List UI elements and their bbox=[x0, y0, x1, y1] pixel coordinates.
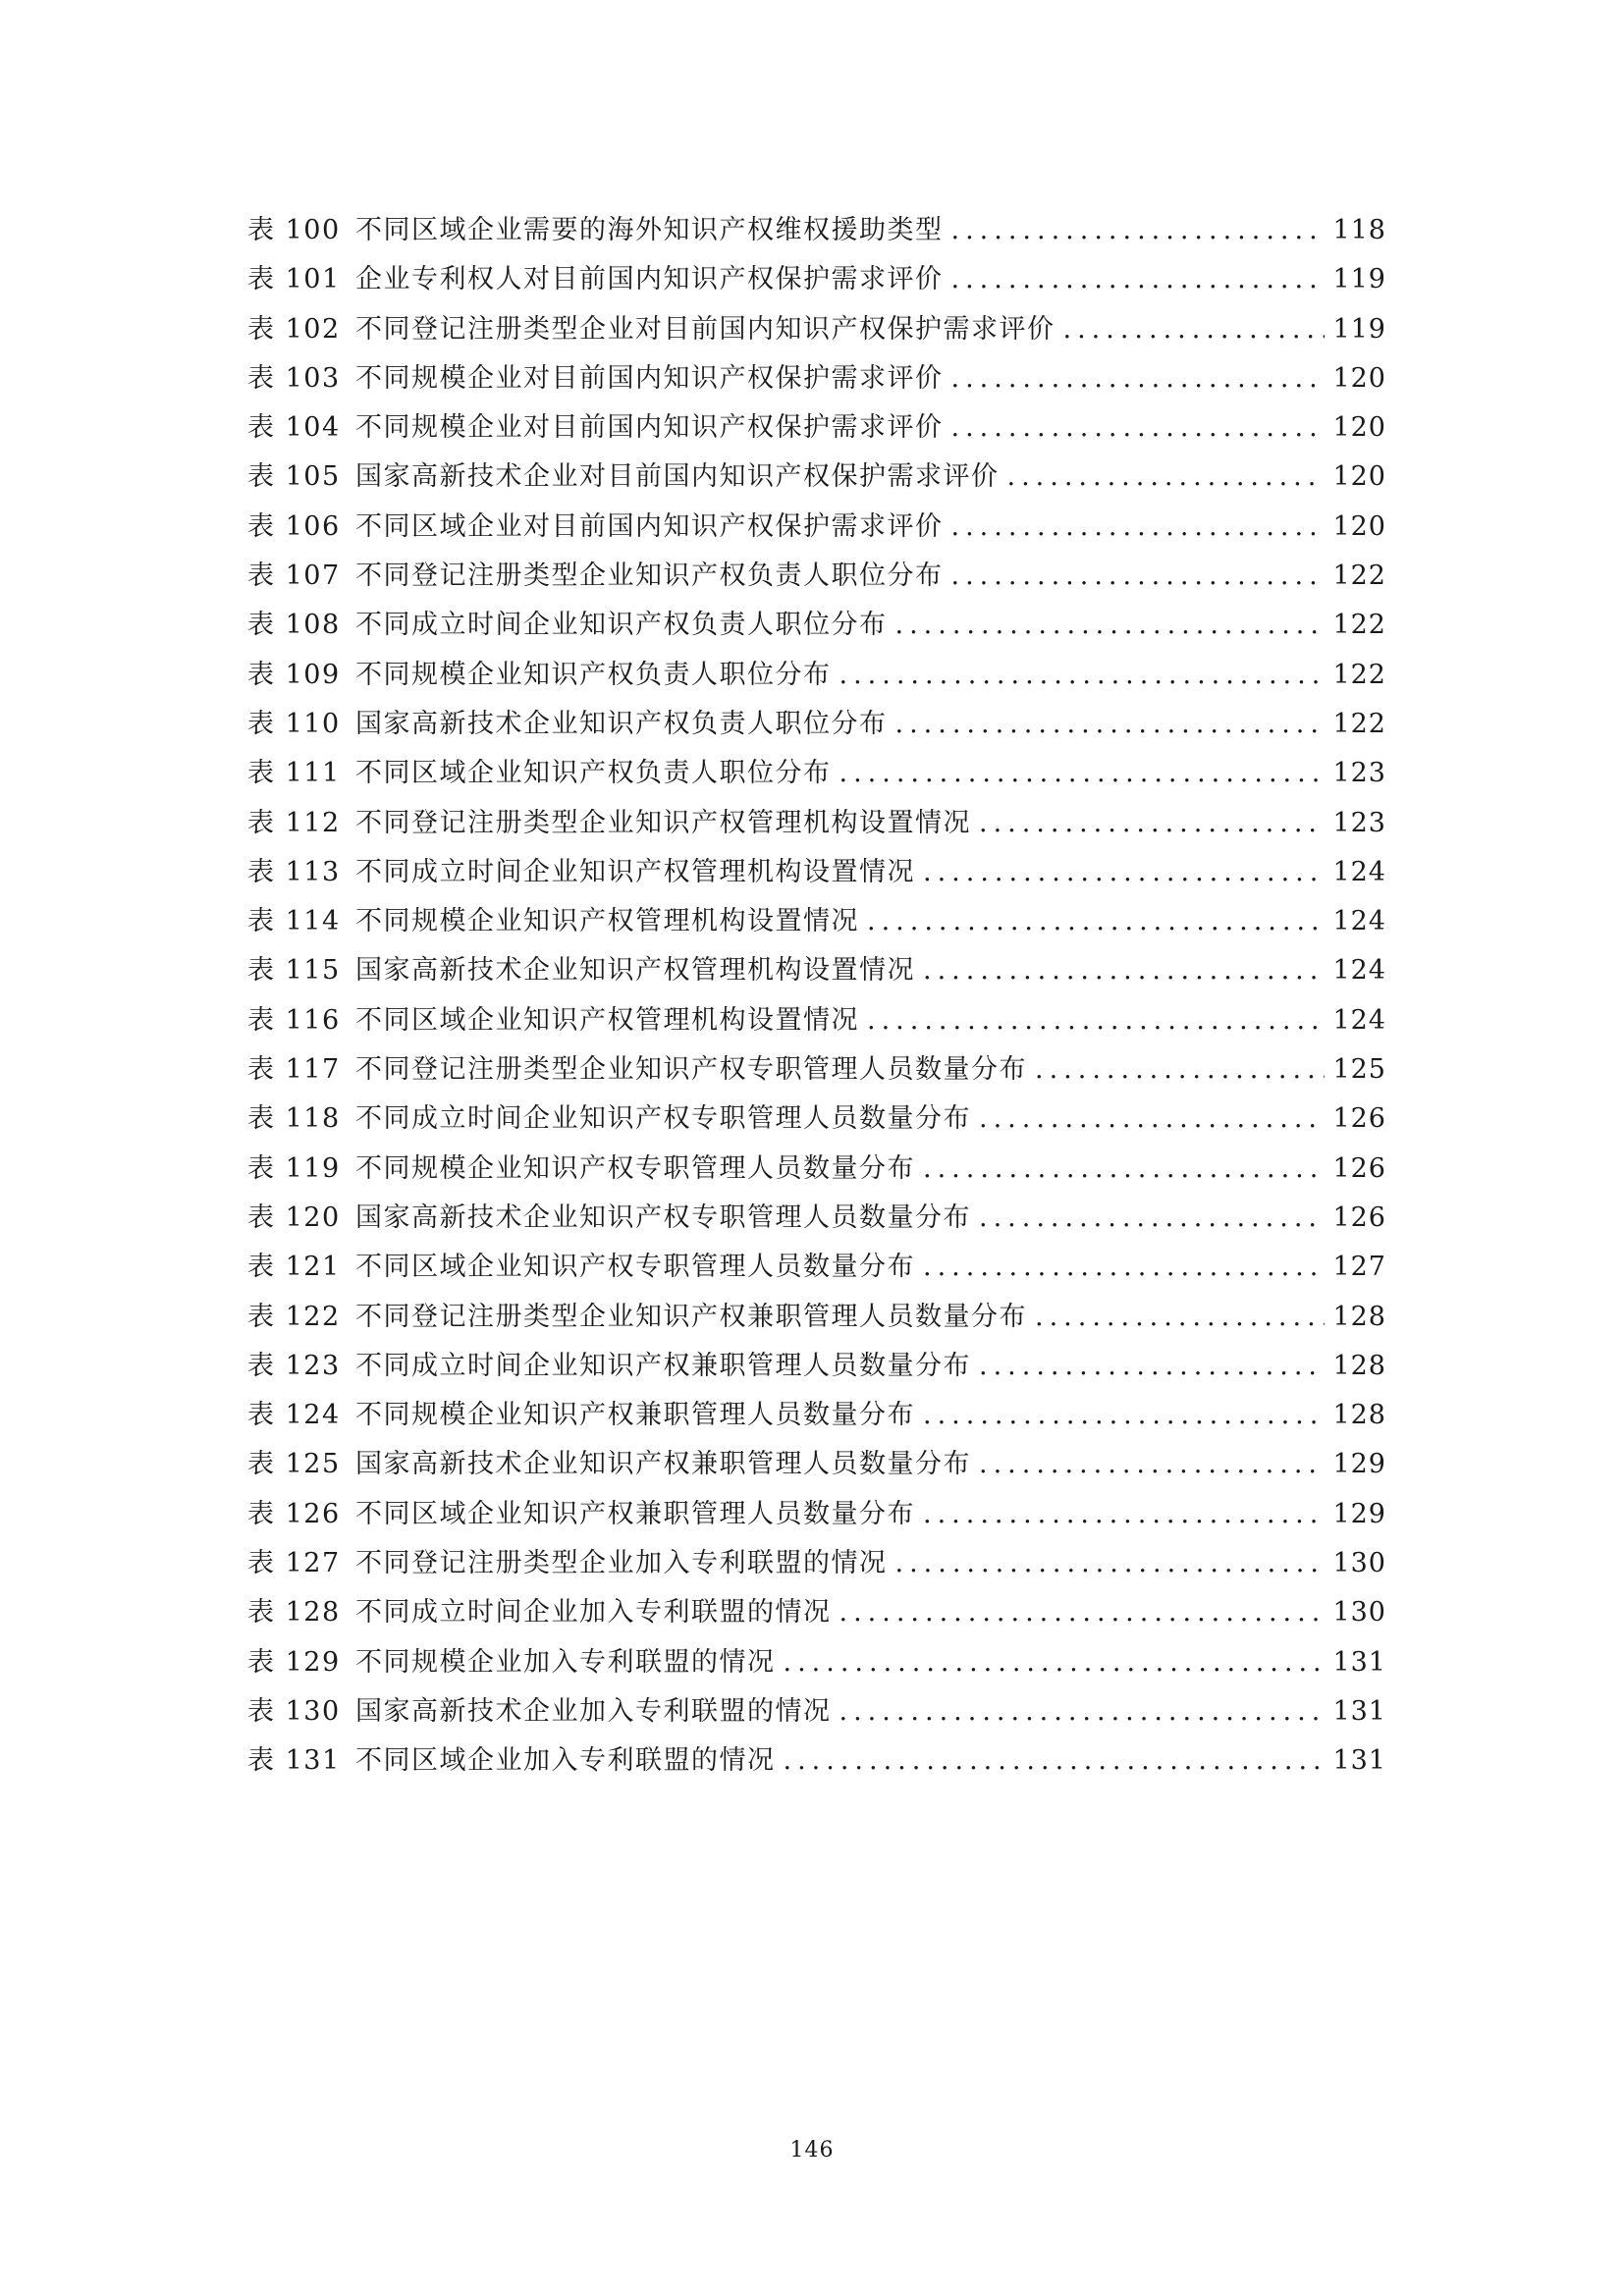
toc-entry-page: 122 bbox=[1332, 659, 1386, 690]
toc-entry-page: 126 bbox=[1332, 1152, 1386, 1184]
toc-dot-leader bbox=[951, 552, 1326, 601]
toc-dot-leader bbox=[839, 1588, 1326, 1637]
toc-entry-label: 表 127 bbox=[247, 1548, 341, 1579]
toc-entry[interactable] bbox=[247, 1638, 1386, 1687]
toc-entry-label: 表 114 bbox=[247, 906, 341, 937]
toc-entry[interactable] bbox=[247, 1391, 1386, 1440]
toc-entry[interactable] bbox=[247, 799, 1386, 848]
toc-entry[interactable] bbox=[247, 946, 1386, 995]
toc-entry-label: 表 126 bbox=[247, 1498, 341, 1529]
toc-entry-label: 表 123 bbox=[247, 1350, 341, 1381]
toc-entry-page: 131 bbox=[1332, 1646, 1386, 1678]
toc-entry-title: 国家高新技术企业知识产权专职管理人员数量分布 bbox=[355, 1201, 971, 1233]
toc-entry-title: 不同规模企业对目前国内知识产权保护需求评价 bbox=[355, 362, 944, 394]
toc-entry-page: 122 bbox=[1332, 561, 1386, 592]
toc-entry[interactable] bbox=[247, 1736, 1386, 1786]
toc-dot-leader bbox=[923, 1391, 1325, 1440]
toc-entry-label: 表 111 bbox=[247, 758, 341, 789]
toc-entry-page: 120 bbox=[1332, 461, 1386, 493]
toc-entry-label: 表 122 bbox=[247, 1301, 341, 1332]
toc-entry-page: 120 bbox=[1332, 362, 1386, 394]
toc-dot-leader bbox=[895, 601, 1326, 650]
toc-dot-leader bbox=[895, 1539, 1326, 1588]
toc-entry-page: 119 bbox=[1332, 313, 1386, 345]
toc-entry-page: 124 bbox=[1332, 856, 1386, 887]
toc-entry-page: 120 bbox=[1332, 412, 1386, 444]
toc-entry-label: 表 112 bbox=[247, 807, 341, 838]
table-of-contents bbox=[247, 206, 1386, 1787]
toc-dot-leader bbox=[784, 1736, 1326, 1786]
toc-entry-title: 不同成立时间企业知识产权管理机构设置情况 bbox=[355, 856, 915, 887]
toc-entry-page: 123 bbox=[1332, 807, 1386, 838]
toc-entry-title: 企业专利权人对目前国内知识产权保护需求评价 bbox=[355, 264, 944, 295]
toc-entry-title: 不同区域企业知识产权负责人职位分布 bbox=[355, 758, 832, 789]
toc-entry-label: 表 117 bbox=[247, 1054, 341, 1086]
toc-entry-title: 不同登记注册类型企业知识产权管理机构设置情况 bbox=[355, 807, 971, 838]
toc-entry-label: 表 131 bbox=[247, 1745, 341, 1777]
toc-entry-page: 130 bbox=[1332, 1548, 1386, 1579]
toc-entry[interactable] bbox=[247, 897, 1386, 946]
toc-entry[interactable] bbox=[247, 601, 1386, 650]
toc-entry-title: 不同登记注册类型企业知识产权负责人职位分布 bbox=[355, 561, 944, 592]
toc-entry-title: 不同登记注册类型企业对目前国内知识产权保护需求评价 bbox=[355, 313, 1056, 345]
toc-entry-page: 129 bbox=[1332, 1449, 1386, 1480]
toc-entry-page: 118 bbox=[1332, 215, 1386, 245]
toc-entry-label: 表 125 bbox=[247, 1449, 341, 1480]
toc-entry-label: 表 106 bbox=[247, 510, 341, 542]
toc-dot-leader bbox=[923, 1490, 1325, 1539]
toc-entry-label: 表 101 bbox=[247, 264, 341, 295]
toc-entry-title: 不同规模企业加入专利联盟的情况 bbox=[355, 1646, 776, 1678]
toc-entry[interactable] bbox=[247, 1490, 1386, 1539]
toc-entry[interactable] bbox=[247, 1440, 1386, 1489]
toc-entry-label: 表 113 bbox=[247, 856, 341, 887]
toc-dot-leader bbox=[1063, 305, 1326, 354]
toc-entry-title: 不同成立时间企业知识产权专职管理人员数量分布 bbox=[355, 1103, 971, 1135]
toc-entry-page: 119 bbox=[1332, 264, 1386, 295]
toc-dot-leader bbox=[979, 1440, 1325, 1489]
toc-entry-page: 123 bbox=[1332, 758, 1386, 789]
toc-dot-leader bbox=[951, 354, 1326, 403]
toc-entry[interactable] bbox=[247, 1194, 1386, 1243]
toc-entry-label: 表 121 bbox=[247, 1252, 341, 1283]
toc-entry-title: 不同成立时间企业加入专利联盟的情况 bbox=[355, 1597, 832, 1629]
toc-entry-label: 表 107 bbox=[247, 561, 341, 592]
toc-entry-page: 122 bbox=[1332, 610, 1386, 641]
toc-entry-title: 不同规模企业知识产权负责人职位分布 bbox=[355, 659, 832, 690]
toc-dot-leader bbox=[1007, 453, 1326, 502]
toc-entry-label: 表 118 bbox=[247, 1103, 341, 1135]
toc-entry-title: 国家高新技术企业知识产权兼职管理人员数量分布 bbox=[355, 1449, 971, 1480]
toc-dot-leader bbox=[895, 700, 1326, 749]
toc-entry-page: 126 bbox=[1332, 1103, 1386, 1135]
toc-entry-title: 不同登记注册类型企业知识产权兼职管理人员数量分布 bbox=[355, 1301, 1027, 1332]
toc-entry[interactable] bbox=[247, 552, 1386, 601]
toc-entry[interactable] bbox=[247, 354, 1386, 403]
toc-entry-title: 不同区域企业加入专利联盟的情况 bbox=[355, 1745, 776, 1777]
toc-dot-leader bbox=[979, 1342, 1325, 1391]
toc-entry-title: 国家高新技术企业知识产权管理机构设置情况 bbox=[355, 955, 915, 987]
toc-entry[interactable] bbox=[247, 1293, 1386, 1342]
toc-entry-title: 国家高新技术企业对目前国内知识产权保护需求评价 bbox=[355, 461, 1000, 493]
toc-entry[interactable] bbox=[247, 1687, 1386, 1736]
toc-entry-label: 表 100 bbox=[247, 215, 341, 245]
toc-entry-page: 129 bbox=[1332, 1498, 1386, 1529]
toc-dot-leader bbox=[979, 799, 1325, 848]
toc-entry-page: 126 bbox=[1332, 1201, 1386, 1233]
toc-dot-leader bbox=[839, 1687, 1326, 1736]
toc-entry[interactable] bbox=[247, 403, 1386, 453]
toc-entry[interactable] bbox=[247, 848, 1386, 897]
toc-entry-title: 不同规模企业知识产权专职管理人员数量分布 bbox=[355, 1152, 915, 1184]
toc-dot-leader bbox=[951, 403, 1326, 453]
toc-dot-leader bbox=[951, 206, 1326, 255]
toc-dot-leader bbox=[979, 1194, 1325, 1243]
toc-entry-title: 不同区域企业知识产权专职管理人员数量分布 bbox=[355, 1252, 915, 1283]
toc-entry-title: 不同规模企业知识产权兼职管理人员数量分布 bbox=[355, 1400, 915, 1431]
toc-entry-title: 不同登记注册类型企业知识产权专职管理人员数量分布 bbox=[355, 1054, 1027, 1086]
toc-entry-title: 不同成立时间企业知识产权负责人职位分布 bbox=[355, 610, 888, 641]
toc-entry-label: 表 129 bbox=[247, 1646, 341, 1678]
toc-entry-label: 表 124 bbox=[247, 1400, 341, 1431]
toc-entry[interactable] bbox=[247, 453, 1386, 502]
toc-entry-label: 表 120 bbox=[247, 1201, 341, 1233]
toc-entry-label: 表 119 bbox=[247, 1152, 341, 1184]
toc-entry[interactable] bbox=[247, 1095, 1386, 1144]
toc-entry-label: 表 109 bbox=[247, 659, 341, 690]
toc-entry-page: 127 bbox=[1332, 1252, 1386, 1283]
toc-entry-page: 124 bbox=[1332, 906, 1386, 937]
toc-entry[interactable] bbox=[247, 206, 1386, 255]
toc-dot-leader bbox=[923, 1243, 1325, 1292]
toc-dot-leader bbox=[951, 255, 1326, 304]
toc-entry-page: 124 bbox=[1332, 1004, 1386, 1036]
toc-entry-title: 国家高新技术企业知识产权负责人职位分布 bbox=[355, 708, 888, 739]
toc-entry[interactable] bbox=[247, 996, 1386, 1045]
toc-entry-page: 130 bbox=[1332, 1597, 1386, 1629]
toc-entry-label: 表 110 bbox=[247, 708, 341, 739]
toc-dot-leader bbox=[784, 1638, 1326, 1687]
toc-entry-label: 表 130 bbox=[247, 1695, 341, 1727]
toc-entry-label: 表 104 bbox=[247, 412, 341, 444]
toc-entry-title: 国家高新技术企业加入专利联盟的情况 bbox=[355, 1695, 832, 1727]
toc-entry[interactable] bbox=[247, 1342, 1386, 1391]
toc-dot-leader bbox=[951, 503, 1326, 552]
toc-entry[interactable] bbox=[247, 1045, 1386, 1095]
toc-entry-title: 不同规模企业对目前国内知识产权保护需求评价 bbox=[355, 412, 944, 444]
toc-entry[interactable] bbox=[247, 651, 1386, 700]
toc-dot-leader bbox=[839, 749, 1326, 798]
toc-entry-label: 表 108 bbox=[247, 610, 341, 641]
toc-entry-title: 不同成立时间企业知识产权兼职管理人员数量分布 bbox=[355, 1350, 971, 1381]
toc-entry-label: 表 102 bbox=[247, 313, 341, 345]
toc-entry[interactable] bbox=[247, 255, 1386, 304]
toc-dot-leader bbox=[1035, 1293, 1325, 1342]
toc-entry[interactable] bbox=[247, 749, 1386, 798]
toc-entry-page: 128 bbox=[1332, 1350, 1386, 1381]
toc-entry-page: 122 bbox=[1332, 708, 1386, 739]
toc-entry-page: 131 bbox=[1332, 1695, 1386, 1727]
toc-entry-page: 124 bbox=[1332, 955, 1386, 987]
toc-entry-page: 128 bbox=[1332, 1400, 1386, 1431]
toc-entry[interactable] bbox=[247, 1539, 1386, 1588]
toc-entry-page: 125 bbox=[1332, 1054, 1386, 1086]
toc-list bbox=[247, 206, 1386, 1787]
toc-entry-title: 不同区域企业对目前国内知识产权保护需求评价 bbox=[355, 510, 944, 542]
toc-entry[interactable] bbox=[247, 1243, 1386, 1292]
toc-entry-title: 不同区域企业知识产权兼职管理人员数量分布 bbox=[355, 1498, 915, 1529]
toc-dot-leader bbox=[1035, 1045, 1325, 1095]
toc-entry-label: 表 103 bbox=[247, 362, 341, 394]
toc-entry[interactable] bbox=[247, 1145, 1386, 1194]
toc-entry-label: 表 115 bbox=[247, 955, 341, 987]
toc-entry-title: 不同登记注册类型企业加入专利联盟的情况 bbox=[355, 1548, 888, 1579]
toc-entry[interactable] bbox=[247, 503, 1386, 552]
toc-entry-title: 不同规模企业知识产权管理机构设置情况 bbox=[355, 906, 859, 937]
toc-entry-page: 128 bbox=[1332, 1301, 1386, 1332]
toc-dot-leader bbox=[839, 651, 1326, 700]
toc-entry-page: 131 bbox=[1332, 1745, 1386, 1777]
toc-dot-leader bbox=[867, 996, 1325, 1045]
toc-entry[interactable] bbox=[247, 700, 1386, 749]
toc-dot-leader bbox=[867, 897, 1325, 946]
toc-entry[interactable] bbox=[247, 305, 1386, 354]
toc-entry-label: 表 116 bbox=[247, 1004, 341, 1036]
toc-entry-title: 不同区域企业知识产权管理机构设置情况 bbox=[355, 1004, 859, 1036]
toc-dot-leader bbox=[923, 1145, 1325, 1194]
page-number: 146 bbox=[789, 2138, 835, 2163]
toc-dot-leader bbox=[923, 946, 1325, 995]
toc-entry-page: 120 bbox=[1332, 510, 1386, 542]
toc-dot-leader bbox=[923, 848, 1325, 897]
toc-entry-label: 表 105 bbox=[247, 461, 341, 493]
toc-entry[interactable] bbox=[247, 1588, 1386, 1637]
toc-entry-title: 不同区域企业需要的海外知识产权维权援助类型 bbox=[355, 215, 944, 245]
toc-dot-leader bbox=[979, 1095, 1325, 1144]
toc-entry-label: 表 128 bbox=[247, 1597, 341, 1629]
